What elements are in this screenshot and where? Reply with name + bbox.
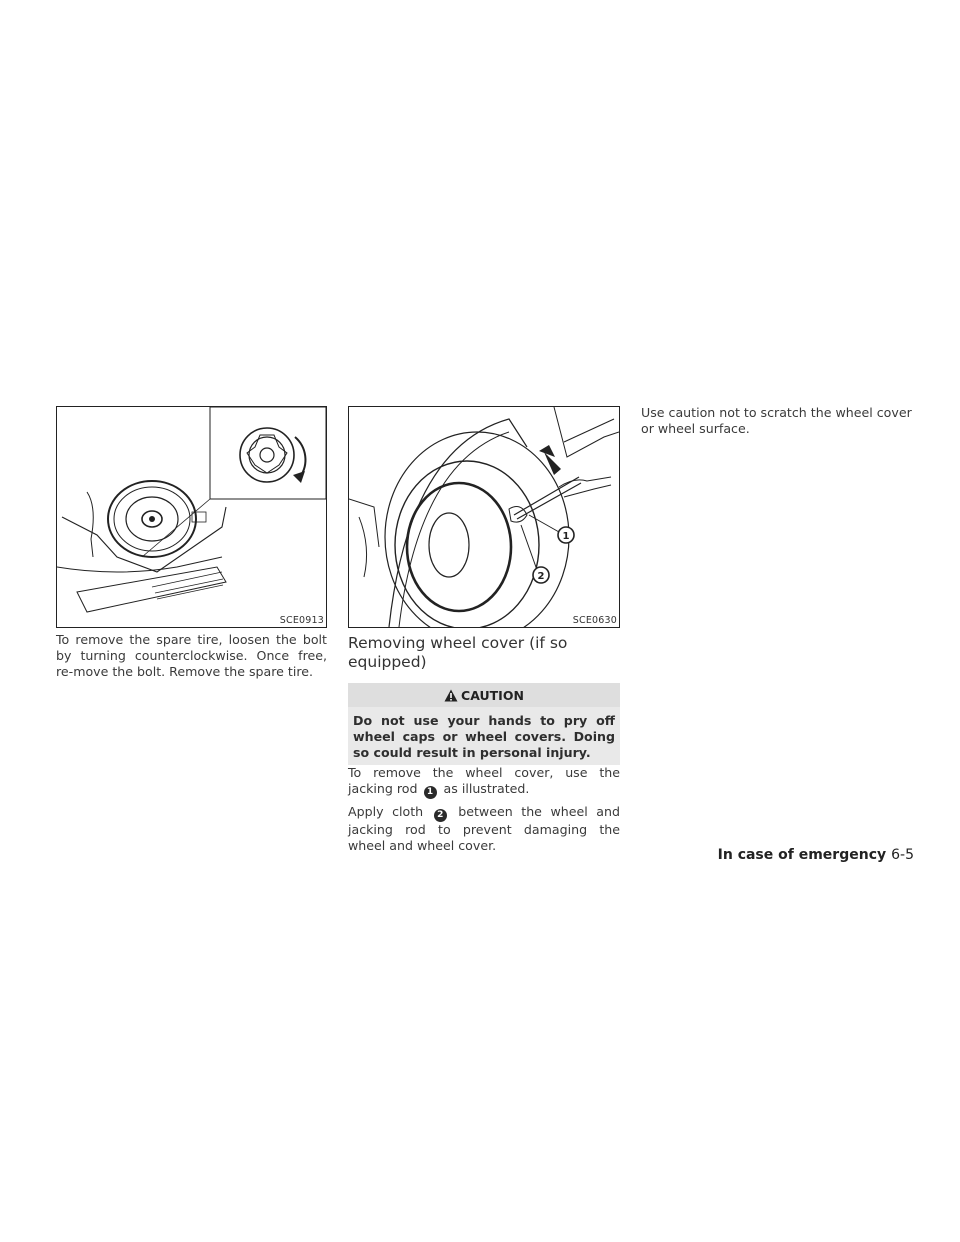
wheel-cover-figure [348, 406, 620, 628]
callout-1-inline: 1 [424, 786, 437, 799]
section-heading: Removing wheel cover (if so equipped) [348, 634, 568, 671]
callout-2-inline: 2 [434, 809, 447, 822]
wheel-cover-illustration [349, 407, 619, 627]
caution-header [348, 683, 620, 707]
footer-section-title: In case of emergency [717, 847, 887, 863]
spare-tire-figure [56, 406, 327, 628]
callout-1: 1 [562, 531, 570, 542]
figure-code: SCE0913 [279, 615, 324, 626]
warning-triangle-icon [444, 689, 458, 702]
spare-tire-instructions: To remove the spare tire, loosen the bolt by turning counterclockwise. Once free, re-move the bolt. Remove the spare tire. [56, 632, 327, 680]
scratch-caution-text: Use caution not to scratch the wheel cover or wheel surface. [641, 405, 912, 437]
spare-tire-illustration [57, 407, 326, 627]
page-footer [718, 847, 914, 863]
caution-text: Do not use your hands to pry off wheel caps or wheel covers. Doing so could result in personal injury. [348, 707, 620, 765]
jacking-text-after: as illustrated. [443, 781, 530, 797]
figure-code: SCE0630 [572, 615, 617, 626]
jacking-rod-instructions [348, 765, 620, 799]
cloth-text-before: Apply cloth [348, 804, 424, 819]
cloth-instructions [348, 804, 620, 854]
jacking-text-before: To remove the wheel cover, use the jacking rod [348, 765, 620, 797]
caution-label: CAUTION [461, 687, 524, 703]
cloth-text-after: between the wheel and jacking rod to prevent damaging the wheel and wheel cover. [348, 804, 620, 854]
page-number: 6-5 [891, 847, 914, 863]
callout-2: 2 [537, 571, 545, 582]
